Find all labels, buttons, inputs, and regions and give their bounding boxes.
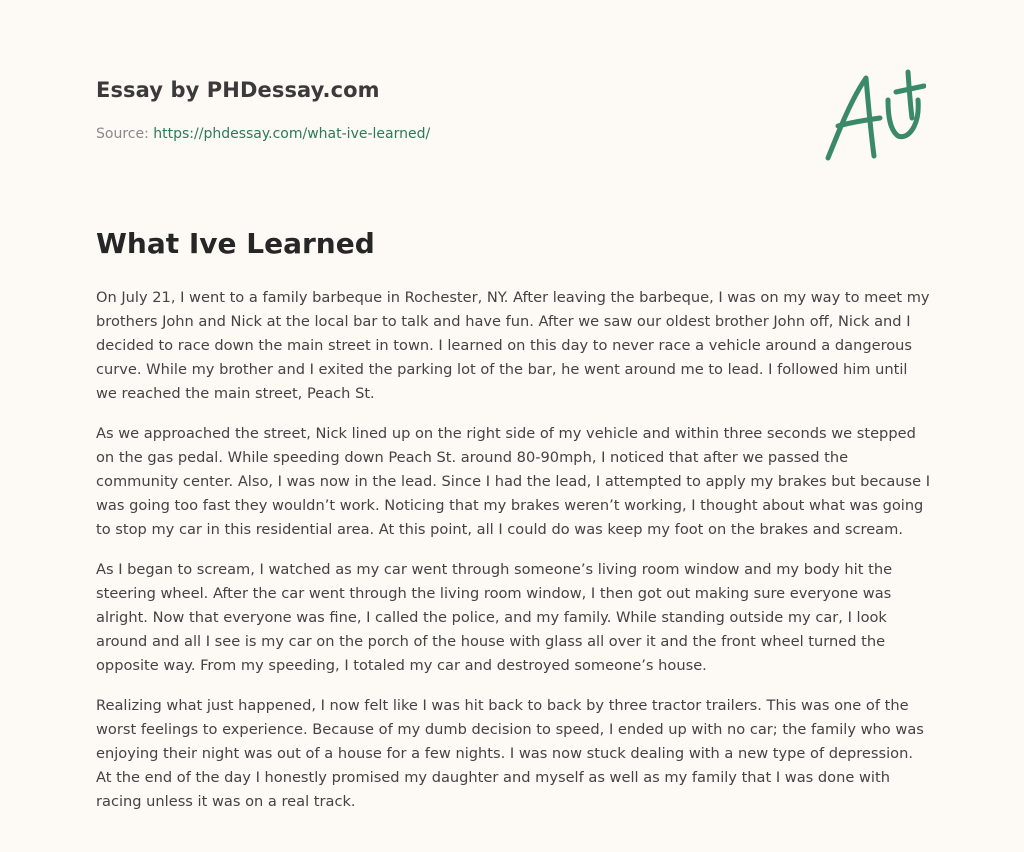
source-link[interactable]: https://phdessay.com/what-ive-learned/ xyxy=(153,126,431,142)
source-line xyxy=(96,124,796,144)
paragraph: As we approached the street, Nick lined up on the right side of my vehicle and within three seconds we stepped on the gas pedal. While speeding down Peach St. around 80-90mph, I noticed that after we passed the community center. Also, I was now in the lead. Since I had the lead, I attempted to apply my brakes but because I was going too fast they wouldn’t work. Noticing that my brakes weren’t working, I thought about what was going to stop my car in this residential area. At this point, all I could do was keep my foot on the brakes and scream. xyxy=(96,425,931,538)
essay-body xyxy=(96,286,932,830)
site-brand: Essay by PHDessay.com xyxy=(96,78,380,102)
source-label: Source: xyxy=(96,126,149,142)
paragraph: Realizing what just happened, I now felt like I was hit back to back by three tractor trailers. This was one of the worst feelings to experience. Because of my dumb decision to speed, I ended up with no car; the family who was enjoying their night was out of a house for a few nights. I was now stuck dealing with a new type of depression. At the end of the day I honestly promised my daughter and myself as well as my family that I was done with racing unless it was on a real track. xyxy=(96,697,924,810)
paragraph: On July 21, I went to a family barbeque in Rochester, NY. After leaving the barbeque, I was on my way to meet my brothers John and Nick at the local bar to talk and have fun. After we saw our oldest brother John off, Nick and I decided to race down the main street in town. I learned on this day to never race a vehicle around a dangerous curve. While my brother and I exited the parking lot of the bar, he went around me to lead. I followed him until we reached the main street, Peach St. xyxy=(96,289,930,402)
a-plus-logo-icon xyxy=(822,66,926,164)
paragraph: As I began to scream, I watched as my car went through someone’s living room window and my body hit the steering wheel. After the car went through the living room window, I then got out making sure everyone was alright. Now that everyone was fine, I called the police, and my family. While standing outside my car, I look around and all I see is my car on the porch of the house with glass all over it and the front wheel turned the opposite way. From my speeding, I totaled my car and destroyed someone’s house. xyxy=(96,561,893,674)
page-title: What Ive Learned xyxy=(96,227,375,260)
page-header xyxy=(96,76,796,144)
